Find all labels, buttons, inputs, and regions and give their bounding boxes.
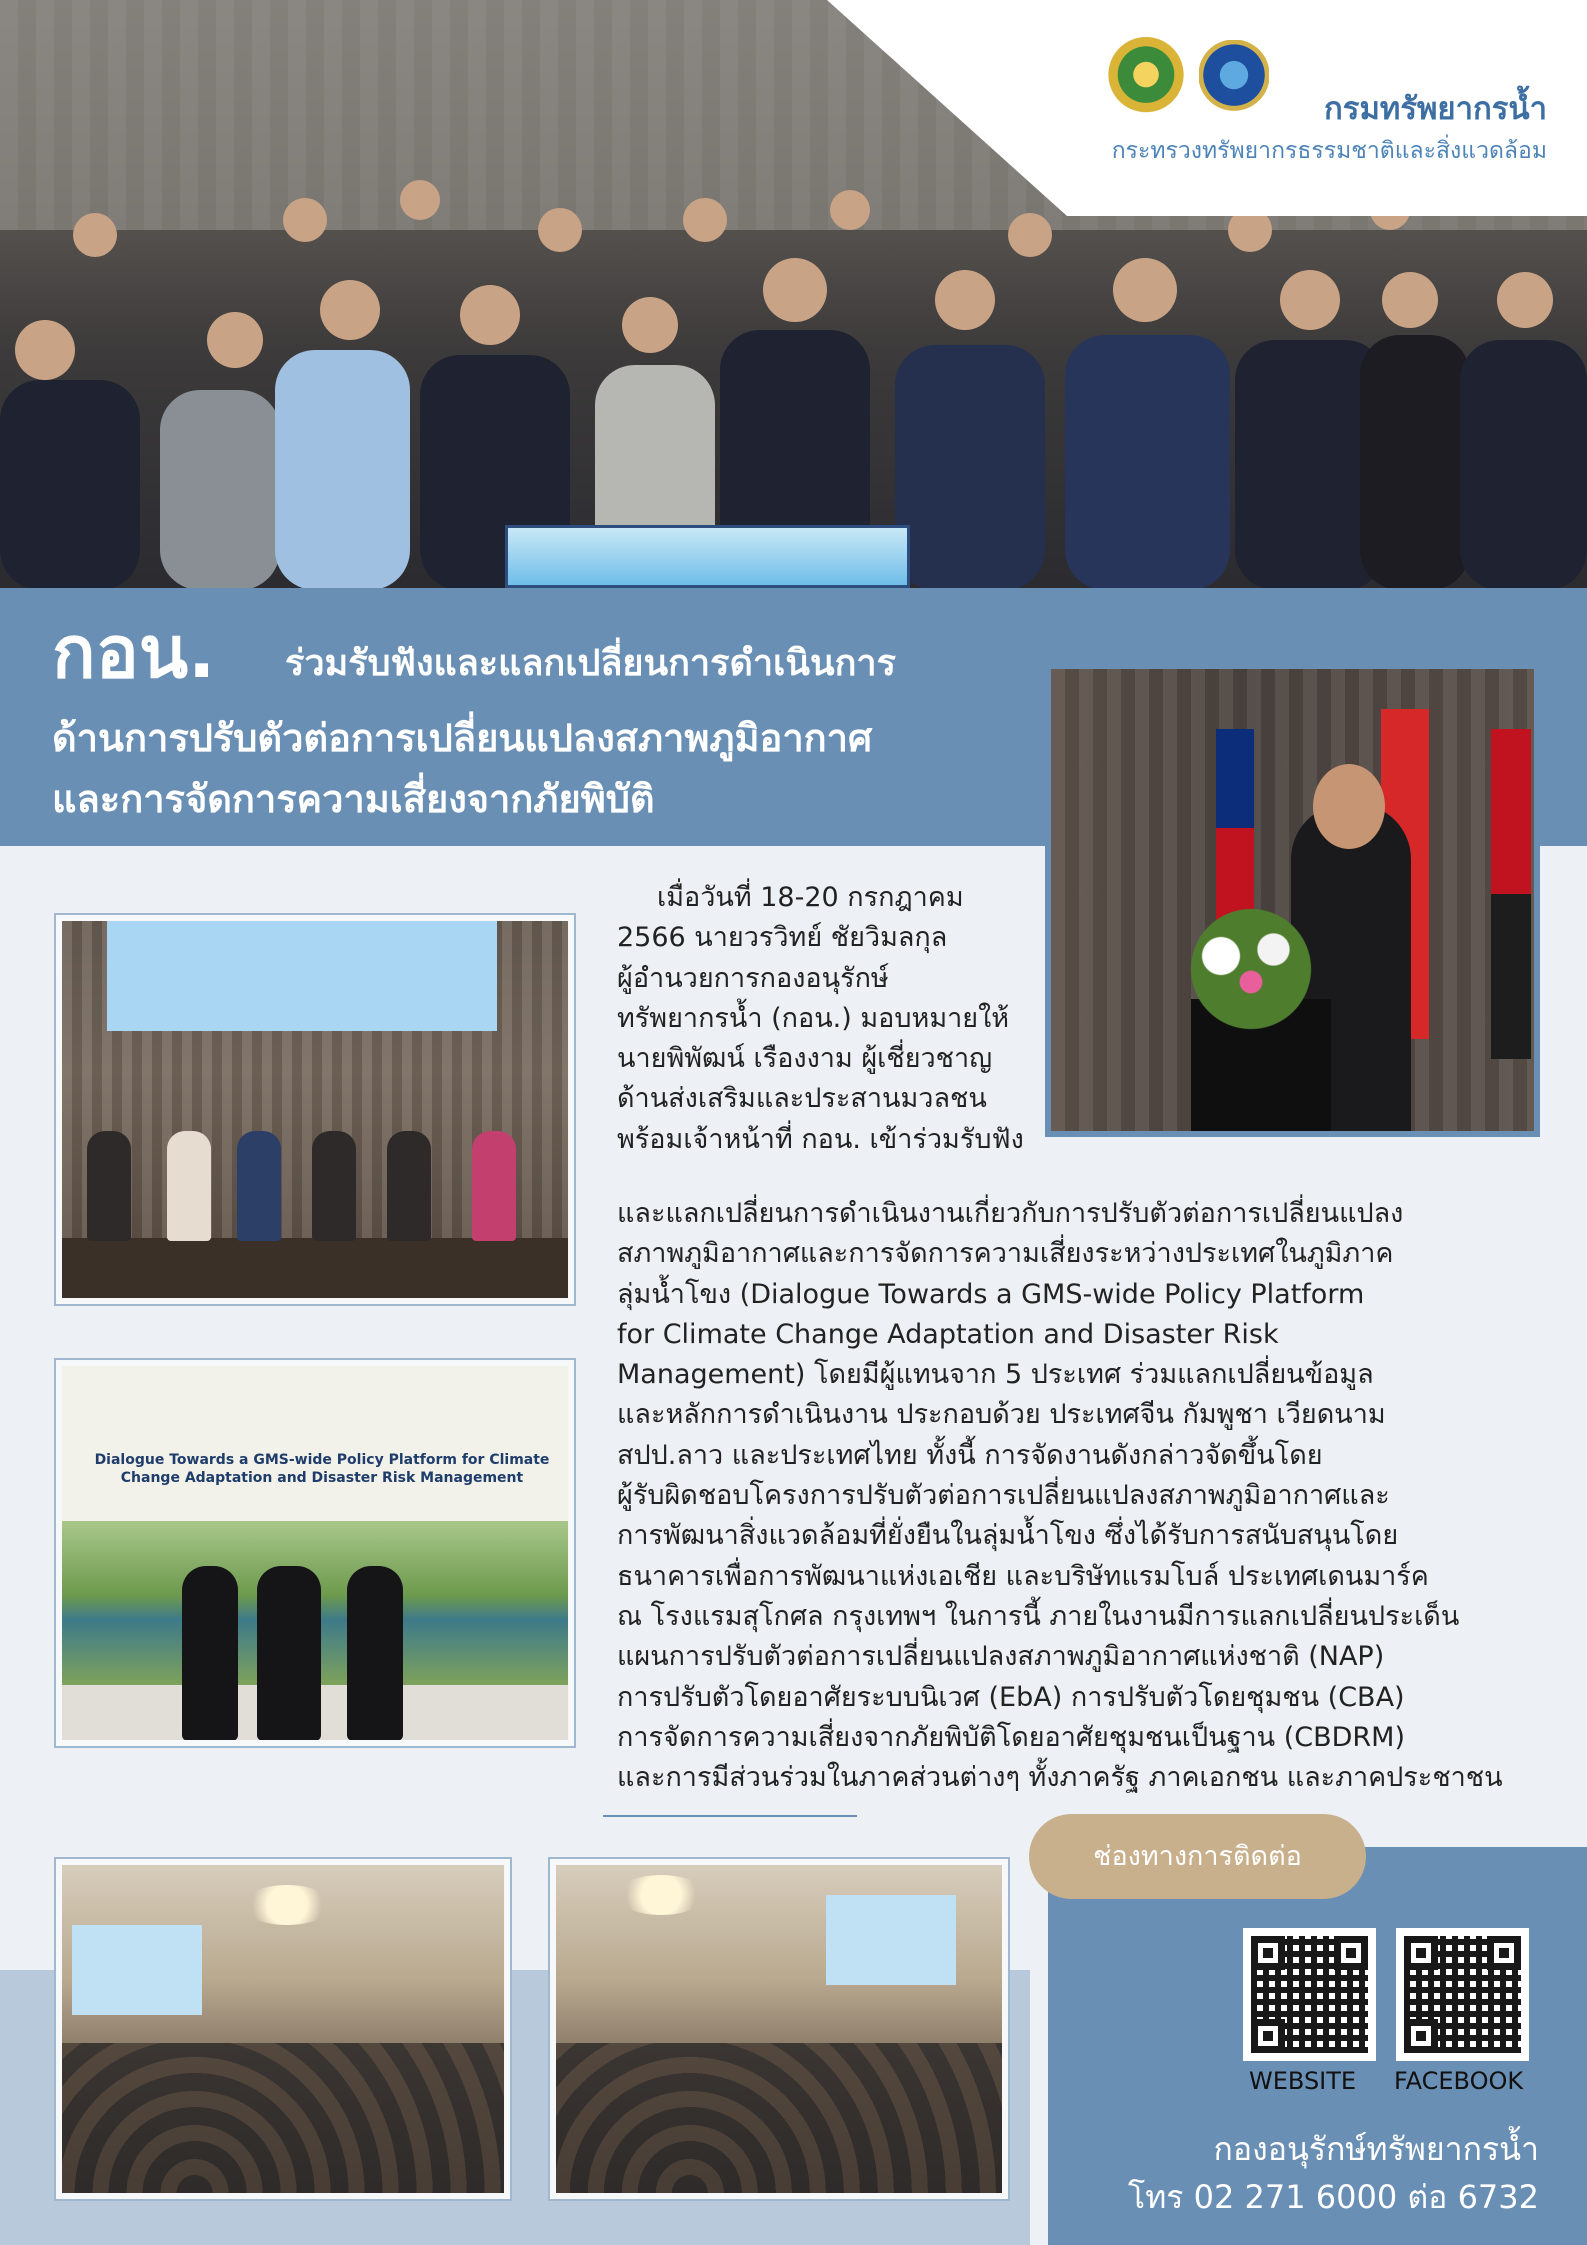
body-text-wide — [617, 1194, 1511, 1798]
website-qr-code[interactable] — [1243, 1928, 1376, 2061]
projection-screen — [826, 1895, 956, 1985]
chandelier — [242, 1885, 332, 1925]
panel-photo — [62, 921, 568, 1298]
meeting-room-photo-1-frame — [54, 1857, 512, 2201]
body-line: ลุ่มน้ำโขง (Dialogue Towards a GMS-wide Policy Platform — [617, 1278, 1365, 1310]
title-line-1: ร่วมรับฟังและแลกเปลี่ยนการดำเนินการ — [285, 643, 896, 684]
body-line: การพัฒนาสิ่งแวดล้อมที่ยั่งยืนในลุ่มน้ำโขง ซึ่งได้รับการสนับสนุนโดย — [617, 1520, 1399, 1552]
hero-led-screen — [505, 525, 910, 588]
department-emblem-icon — [1199, 40, 1269, 118]
body-text-narrow — [617, 878, 1037, 1160]
banner-event-title — [92, 1451, 552, 1487]
banner-title-line-2: Change Adaptation and Disaster Risk Management — [120, 1470, 524, 1486]
hero-group-photo — [0, 0, 1587, 588]
body-line: ณ โรงแรมสุโกศล กรุงเทพฯ ในการนี้ ภายในงานมีการแลกเปลี่ยนประเด็น — [617, 1600, 1460, 1632]
panelist — [472, 1131, 516, 1241]
panelist — [167, 1131, 211, 1241]
website-label: WEBSITE — [1249, 2067, 1357, 2095]
title-line-3: และการจัดการความเสี่ยงจากภัยพิบัติ — [52, 777, 655, 821]
panelist — [387, 1131, 431, 1241]
banner-photo — [62, 1366, 568, 1740]
body-line: ผู้อำนวยการกองอนุรักษ์ — [617, 962, 889, 994]
ministry-name: กระทรวงทรัพยากรธรรมชาติและสิ่งแวดล้อม — [1111, 138, 1547, 164]
qr-finder — [1404, 1936, 1438, 1970]
qr-finder — [1404, 2019, 1438, 2053]
conference-tables — [556, 2043, 1002, 2193]
panel-photo-frame — [54, 913, 576, 1306]
body-line: สภาพภูมิอากาศและการจัดการความเสี่ยงระหว่างประเทศในภูมิภาค — [617, 1238, 1394, 1270]
body-line: พร้อมเจ้าหน้าที่ กอน. เข้าร่วมรับฟัง — [617, 1123, 1024, 1155]
speaker-head — [1313, 764, 1385, 849]
body-line: แผนการปรับตัวต่อการเปลี่ยนแปลงสภาพภูมิอากาศแห่งชาติ (NAP) — [617, 1641, 1385, 1673]
qr-pattern — [1251, 1936, 1368, 2053]
meeting-room-photo-1 — [62, 1865, 504, 2193]
body-line: ธนาคารเพื่อการพัฒนาแห่งเอเชีย และบริษัทแรมโบล์ ประเทศเดนมาร์ค — [617, 1560, 1429, 1592]
body-line: ทรัพยากรน้ำ (กอน.) มอบหมายให้ — [617, 1002, 1010, 1034]
banner-title-line-1: Dialogue Towards a GMS-wide Policy Platform for Climate — [94, 1452, 550, 1468]
stage-floor — [62, 1238, 568, 1298]
panelist — [237, 1131, 281, 1241]
body-line: และการมีส่วนร่วมในภาคส่วนต่างๆ ทั้งภาครัฐ ภาคเอกชน และภาคประชาชน — [617, 1762, 1503, 1794]
banner-photo-frame — [54, 1358, 576, 1748]
chandelier — [616, 1875, 706, 1915]
qr-finder — [1487, 1936, 1521, 1970]
body-line: การปรับตัวโดยอาศัยระบบนิเวศ (EbA) การปรับตัวโดยชุมชน (CBA) — [617, 1681, 1405, 1713]
header-logo-block — [1027, 35, 1547, 175]
qr-finder — [1251, 1936, 1285, 1970]
title-line-2: ด้านการปรับตัวต่อการเปลี่ยนแปลงสภาพภูมิอากาศ — [52, 716, 873, 760]
phone-number: โทร 02 271 6000 ต่อ 6732 — [1128, 2178, 1539, 2216]
flower-arrangement — [1176, 904, 1326, 1034]
panelist — [312, 1131, 356, 1241]
body-line: เมื่อวันที่ 18-20 กรกฎาคม — [657, 882, 964, 913]
flag-laos — [1491, 729, 1531, 1059]
facebook-label: FACEBOOK — [1394, 2067, 1524, 2095]
body-line: และหลักการดำเนินงาน ประกอบด้วย ประเทศจีน กัมพูชา เวียดนาม — [617, 1399, 1386, 1431]
body-line: ผู้รับผิดชอบโครงการปรับตัวต่อการเปลี่ยนแปลงสภาพภูมิอากาศและ — [617, 1480, 1390, 1512]
projection-screen — [107, 921, 497, 1031]
meeting-room-photo-2 — [556, 1865, 1002, 2193]
qr-finder — [1251, 2019, 1285, 2053]
title-abbreviation: กอน. — [52, 610, 216, 694]
meeting-room-photo-2-frame — [548, 1857, 1010, 2201]
ministry-emblem-icon — [1107, 35, 1185, 123]
facebook-qr-code[interactable] — [1396, 1928, 1529, 2061]
body-line: ด้านส่งเสริมและประสานมวลชน — [617, 1083, 987, 1115]
attendee-figure — [257, 1566, 321, 1740]
attendee-figure — [182, 1566, 238, 1740]
body-line: และแลกเปลี่ยนการดำเนินงานเกี่ยวกับการปรับตัวต่อการเปลี่ยนแปลง — [617, 1198, 1404, 1229]
qr-pattern — [1404, 1936, 1521, 2053]
projection-screen — [72, 1925, 202, 2015]
conference-tables — [62, 2043, 504, 2193]
body-line: การจัดการความเสี่ยงจากภัยพิบัติโดยอาศัยชุมชนเป็นฐาน (CBDRM) — [617, 1721, 1405, 1753]
body-line: นายพิพัฒน์ เรืองงาม ผู้เชี่ยวชาญ — [617, 1043, 993, 1075]
org-name: กรมทรัพยากรน้ำ — [1324, 91, 1547, 127]
division-name: กองอนุรักษ์ทรัพยากรน้ำ — [1213, 2130, 1539, 2168]
body-line: 2566 นายวรวิทย์ ชัยวิมลกุล — [617, 922, 948, 954]
panelist — [87, 1131, 131, 1241]
attendee-figure — [347, 1566, 403, 1740]
speaker-photo-frame — [1045, 663, 1540, 1137]
speaker-photo — [1051, 669, 1534, 1131]
body-line: สปป.ลาว และประเทศไทย ทั้งนี้ การจัดงานดังกล่าวจัดขึ้นโดย — [617, 1439, 1323, 1471]
body-line: Management) โดยมีผู้แทนจาก 5 ประเทศ ร่วมแลกเปลี่ยนข้อมูล — [617, 1359, 1374, 1391]
contact-heading-pill: ช่องทางการติดต่อ — [1029, 1814, 1366, 1899]
divider-rule — [603, 1815, 857, 1817]
qr-finder — [1334, 1936, 1368, 1970]
body-line: for Climate Change Adaptation and Disaster Risk — [617, 1318, 1279, 1350]
